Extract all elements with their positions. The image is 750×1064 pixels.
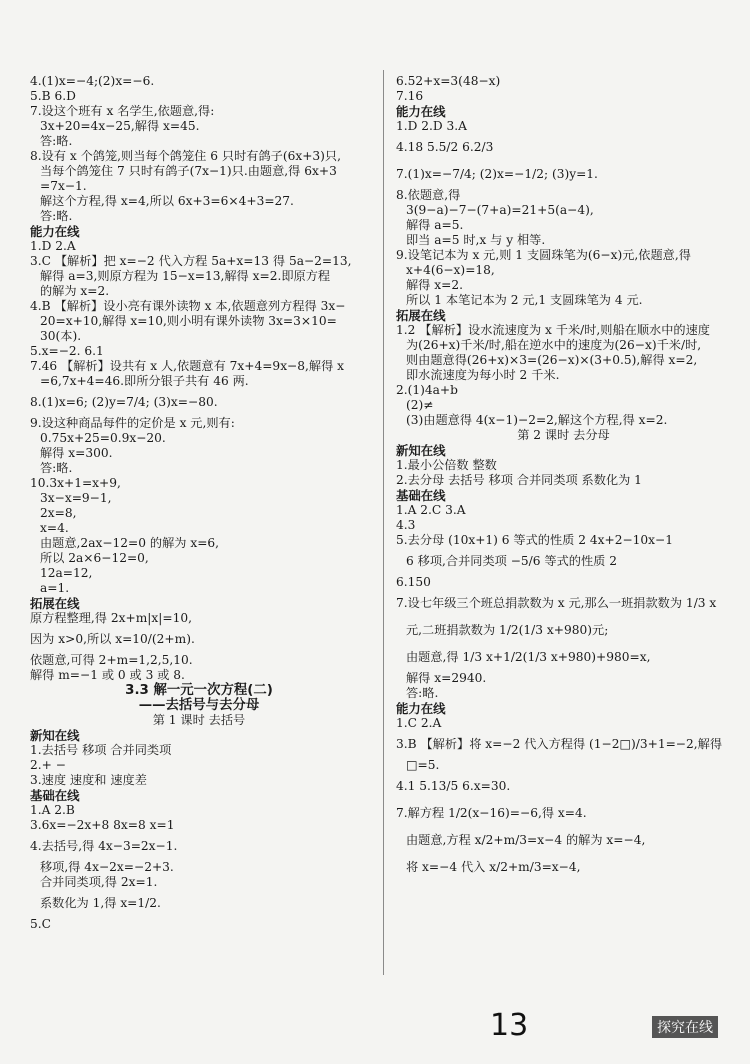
answer-line: □=5. — [406, 758, 440, 772]
answer-line: 7.设这个班有 x 名学生,依题意,得: — [30, 104, 215, 118]
section-heading: 拓展在线 — [30, 596, 80, 611]
answer-line: 3.B 【解析】将 x=−2 代入方程得 (1−2□)/3+1=−2,解得 — [396, 737, 723, 751]
answer-line: 即当 a=5 时,x 与 y 相等. — [406, 233, 546, 247]
answer-line: 8.(1)x=6; (2)y=7/4; (3)x=−80. — [30, 395, 218, 409]
answer-line: 5.C — [30, 917, 51, 931]
footer-mark: 探究在线 — [652, 1016, 718, 1038]
answer-line: 2.去分母 去括号 移项 合并同类项 系数化为 1 — [396, 473, 642, 487]
section-title: ——去括号与去分母 — [138, 698, 260, 713]
answer-line: 5.B 6.D — [30, 89, 76, 103]
answer-line: (2)≠ — [406, 398, 434, 412]
answer-line: 3.6x=−2x+8 8x=8 x=1 — [30, 818, 175, 832]
answer-line: 5.去分母 (10x+1) 6 等式的性质 2 4x+2−10x−1 — [396, 533, 674, 547]
answer-line: (3)由题意得 4(x−1)−2=2,解这个方程,得 x=2. — [406, 413, 668, 427]
answer-line: 1.A 2.B — [30, 803, 75, 817]
answer-line: 2x=8, — [40, 506, 77, 520]
answer-line: 解这个方程,得 x=4,所以 6x+3=6×4+3=27. — [40, 194, 294, 208]
answer-line: 答:略. — [406, 686, 439, 700]
answer-line: 第 1 课时 去括号 — [152, 713, 246, 727]
column-divider — [383, 70, 384, 975]
section-heading: 基础在线 — [396, 488, 446, 503]
answer-line: 系数化为 1,得 x=1/2. — [40, 896, 161, 910]
answer-line: 所以 1 本笔记本为 2 元,1 支圆珠笔为 4 元. — [406, 293, 643, 307]
answer-line: 6.52+x=3(48−x) — [396, 74, 501, 88]
answer-line: 7.46 【解析】设共有 x 人,依题意有 7x+4=9x−8,解得 x — [30, 359, 345, 373]
answer-line: 解得 m=−1 或 0 或 3 或 8. — [30, 668, 185, 682]
answer-line: 4.(1)x=−4;(2)x=−6. — [30, 74, 155, 88]
answer-line: 依题意,可得 2+m=1,2,5,10. — [30, 653, 193, 667]
answer-line: x=4. — [40, 521, 69, 535]
answer-line: 20=x+10,解得 x=10,则小明有课外读物 3x=3×10= — [40, 314, 337, 328]
answer-line: 为(26+x)千米/时,船在逆水中的速度为(26−x)千米/时, — [406, 338, 702, 352]
answer-line: 1.A 2.C 3.A — [396, 503, 466, 517]
answer-line: 1.最小公倍数 整数 — [396, 458, 497, 472]
answer-line: 3(9−a)−7−(7+a)=21+5(a−4), — [406, 203, 594, 217]
answer-line: 9.设这种商品每件的定价是 x 元,则有: — [30, 416, 235, 430]
answer-line: 12a=12, — [40, 566, 93, 580]
answer-line: 4.1 5.13/5 6.x=30. — [396, 779, 511, 793]
section-heading: 能力在线 — [396, 701, 446, 716]
answer-line: 即水流速度为每小时 2 千米. — [406, 368, 560, 382]
section-heading: 基础在线 — [30, 788, 80, 803]
answer-line: a=1. — [40, 581, 70, 595]
answer-line: 解得 x=2. — [406, 278, 463, 292]
left-answer-column — [30, 74, 368, 932]
answer-line: 由题意,得 1/3 x+1/2(1/3 x+980)+980=x, — [406, 650, 651, 664]
answer-line: 0.75x+25=0.9x−20. — [40, 431, 166, 445]
answer-line: x+4(6−x)=18, — [406, 263, 495, 277]
answer-line: 移项,得 4x−2x=−2+3. — [40, 860, 174, 874]
answer-line: 答:略. — [40, 209, 73, 223]
right-answer-column — [396, 74, 731, 881]
answer-line: 所以 2a×6−12=0, — [40, 551, 149, 565]
answer-line: 3.速度 速度和 速度差 — [30, 773, 147, 787]
answer-line: 第 2 课时 去分母 — [517, 428, 610, 442]
answer-line: 7.设七年级三个班总捐款数为 x 元,那么一班捐款数为 1/3 x — [396, 596, 717, 610]
answer-line: 答:略. — [40, 134, 73, 148]
answer-line: 5.x=−2. 6.1 — [30, 344, 104, 358]
answer-line: 2.(1)4a+b — [396, 383, 458, 397]
answer-line: 6.150 — [396, 575, 431, 589]
answer-line: 解得 a=3,则原方程为 15−x=13,解得 x=2.即原方程 — [40, 269, 331, 283]
answer-line: =6,7x+4=46.即所分银子共有 46 两. — [40, 374, 249, 388]
answer-line: 1.D 2.D 3.A — [396, 119, 467, 133]
answer-line: 6 移项,合并同类项 −5/6 等式的性质 2 — [406, 554, 617, 568]
answer-line: 3.C 【解析】把 x=−2 代入方程 5a+x=13 得 5a−2=13, — [30, 254, 352, 268]
answer-line: 元,二班捐款数为 1/2(1/3 x+980)元; — [406, 623, 609, 637]
answer-line: 由题意,方程 x/2+m/3=x−4 的解为 x=−4, — [406, 833, 646, 847]
answer-line: 合并同类项,得 2x=1. — [40, 875, 158, 889]
answer-line: 当每个鸽笼住 7 只时有鸽子(7x−1)只.由题意,得 6x+3 — [40, 164, 337, 178]
section-heading: 拓展在线 — [396, 308, 446, 323]
answer-line: 2.+ − — [30, 758, 66, 772]
answer-line: 的解为 x=2. — [40, 284, 110, 298]
answer-line: 解得 x=300. — [40, 446, 113, 460]
answer-line: 4.B 【解析】设小亮有课外读物 x 本,依题意列方程得 3x− — [30, 299, 346, 313]
answer-line: 8.设有 x 个鸽笼,则当每个鸽笼住 6 只时有鸽子(6x+3)只, — [30, 149, 341, 163]
answer-line: 答:略. — [40, 461, 73, 475]
answer-line: =7x−1. — [40, 179, 87, 193]
answer-line: 由题意,2ax−12=0 的解为 x=6, — [40, 536, 220, 550]
answer-line: 解得 x=2940. — [406, 671, 487, 685]
answer-line: 7.(1)x=−7/4; (2)x=−1/2; (3)y=1. — [396, 167, 598, 181]
answer-line: 1.D 2.A — [30, 239, 76, 253]
answer-line: 1.2 【解析】设水流速度为 x 千米/时,则船在顺水中的速度 — [396, 323, 710, 337]
answer-line: 4.3 — [396, 518, 416, 532]
answer-line: 原方程整理,得 2x+m|x|=10, — [30, 611, 192, 625]
answer-line: 1.去括号 移项 合并同类项 — [30, 743, 172, 757]
answer-line: 9.设笔记本为 x 元,则 1 支圆珠笔为(6−x)元,依题意,得 — [396, 248, 691, 262]
answer-line: 将 x=−4 代入 x/2+m/3=x−4, — [406, 860, 581, 874]
answer-line: 7.解方程 1/2(x−16)=−6,得 x=4. — [396, 806, 587, 820]
answer-line: 因为 x>0,所以 x=10/(2+m). — [30, 632, 195, 646]
section-heading: 能力在线 — [30, 224, 80, 239]
answer-line: 解得 a=5. — [406, 218, 464, 232]
section-heading: 新知在线 — [30, 728, 80, 743]
section-heading: 新知在线 — [396, 443, 446, 458]
section-heading: 能力在线 — [396, 104, 446, 119]
section-title: 3.3 解一元一次方程(二) — [125, 683, 273, 698]
answer-line: 7.16 — [396, 89, 424, 103]
answer-line: 30(本). — [40, 329, 82, 343]
answer-line: 8.依题意,得 — [396, 188, 461, 202]
page-number: 13 — [490, 1008, 529, 1043]
answer-line: 1.C 2.A — [396, 716, 442, 730]
answer-line: 则由题意得(26+x)×3=(26−x)×(3+0.5),解得 x=2, — [406, 353, 698, 367]
answer-line: 10.3x+1=x+9, — [30, 476, 121, 490]
answer-line: 4.18 5.5/2 6.2/3 — [396, 140, 494, 154]
answer-line: 4.去括号,得 4x−3=2x−1. — [30, 839, 178, 853]
answer-line: 3x+20=4x−25,解得 x=45. — [40, 119, 200, 133]
answer-line: 3x−x=9−1, — [40, 491, 112, 505]
